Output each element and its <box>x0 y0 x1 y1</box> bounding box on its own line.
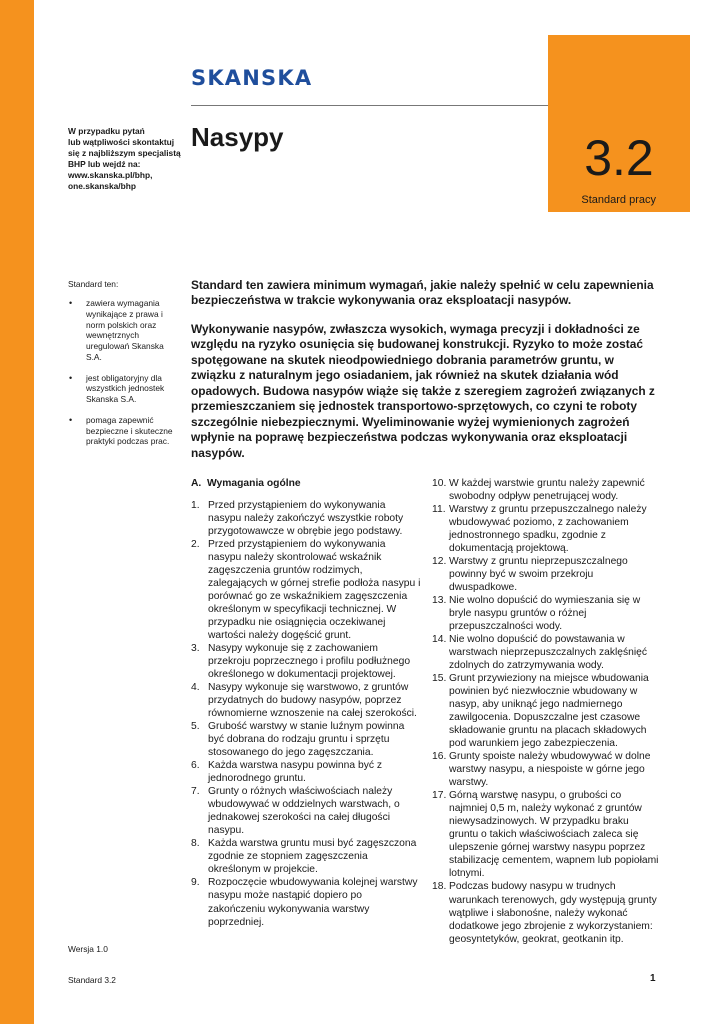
item-number: 8. <box>191 838 200 850</box>
list-item <box>432 477 660 503</box>
skanska-logo: SKANSKA <box>191 66 313 90</box>
contact-link[interactable]: one.skanska/bhp <box>68 181 136 192</box>
left-accent-bar <box>0 0 34 1024</box>
item-number: 18. <box>432 881 447 893</box>
item-number: 16. <box>432 751 447 763</box>
item-text: Każda warstwa nasypu powinna być z jednorodnego gruntu. <box>208 760 382 785</box>
item-number: 13. <box>432 595 447 607</box>
item-text: Nasypy wykonuje się warstwowo, z gruntów przydatnych do budowy nasypów, poprzez równomierne wznoszenie na całej szerokości. <box>208 682 417 720</box>
list-item <box>191 720 421 759</box>
item-number: 17. <box>432 790 447 802</box>
item-text: Nie wolno dopuścić do wymieszania się w bryle nasypu gruntów o różnej przepuszczalności wody. <box>449 595 641 633</box>
list-item <box>432 750 660 789</box>
footer-standard: Standard 3.2 <box>68 975 116 985</box>
list-item <box>432 633 660 672</box>
list-item <box>191 499 421 538</box>
item-number: 14. <box>432 634 447 646</box>
item-text: Warstwy z gruntu nieprzepuszczalnego powinny być w swoim przekroju dwuspadkowe. <box>449 556 628 594</box>
list-item <box>432 594 660 633</box>
list-item <box>191 538 421 642</box>
sidebar-intro: Standard ten: <box>68 279 119 289</box>
list-item <box>191 837 421 876</box>
item-text: Nie wolno dopuścić do powstawania w warstwach nieprzepuszczalnych zaklęśnięć zdolnych do zatrzymywania wody. <box>449 634 648 672</box>
list-item <box>432 503 660 555</box>
item-text: Grunty spoiste należy wbudowywać w dolne warstwy nasypu, a niespoiste w górne jego warstwy. <box>449 751 651 789</box>
sidebar-item: • zawiera wymagania wynikające z prawa i norm polskich oraz wewnętrznych uregulowań Skanska S.A. <box>68 298 178 363</box>
lead-paragraph: Standard ten zawiera minimum wymagań, jakie należy spełnić w celu zapewnienia bezpieczeństwa w trakcie wykonywania oraz eksploatacji nasypów. <box>191 278 654 308</box>
item-number: 7. <box>191 786 200 798</box>
item-text: Rozpoczęcie wbudowywania kolejnej warstwy nasypu może nastąpić dopiero po zakończeniu wykonywania warstwy poprzedniej. <box>208 877 418 928</box>
item-number: 6. <box>191 760 200 772</box>
item-text: Górną warstwę nasypu, o grubości co najmniej 0,5 m, należy wykonać z gruntów niewysadzinowych. W przypadku braku gruntu o takich właściwościach zaleca się ulepszenie górnej warstwy nasypu poprzez stabilizację cementem, wapnem lub popiołami lotnymi. <box>449 790 659 880</box>
item-number: 1. <box>191 500 200 512</box>
contact-link[interactable]: www.skanska.pl/bhp, <box>68 170 153 181</box>
page-number: 1 <box>650 973 656 984</box>
item-number: 9. <box>191 877 200 889</box>
item-text: W każdej warstwie gruntu należy zapewnić swobodny odpływ penetrującej wody. <box>449 478 645 503</box>
item-number: 11. <box>432 504 446 516</box>
list-item <box>191 642 421 681</box>
item-text: Podczas budowy nasypu w trudnych warunkach terenowych, gdy występują grunty wątpliwe i słabonośne, należy wykonać dodatkowe jego zbrojenie z wykorzystaniem: geosyntetyków, geokrat, geotkanin itp. <box>449 881 657 945</box>
list-item <box>432 789 660 880</box>
list-item <box>191 876 421 928</box>
requirements-column-left <box>191 477 421 929</box>
list-item <box>191 785 421 837</box>
item-text: Grubość warstwy w stanie luźnym powinna być dobrana do rodzaju gruntu i sprzętu stosowanego do jego zagęszczania. <box>208 721 405 759</box>
standard-label: Standard pracy <box>581 194 656 206</box>
item-number: 4. <box>191 682 200 694</box>
item-number: 3. <box>191 643 200 655</box>
section-letter: A. <box>191 478 202 489</box>
contact-line: BHP lub wejdź na: <box>68 159 141 170</box>
page-title: Nasypy <box>191 122 284 152</box>
item-text: Grunt przywieziony na miejsce wbudowania powinien być niezwłocznie wbudowany w nasyp, aby uniknąć jego nadmiernego zawilgocenia. Dopuszczalne jest czasowe składowanie gruntu na placach składowych pod warunkiem jego zabezpieczenia. <box>449 673 649 750</box>
item-text: Grunty o różnych właściwościach należy wbudowywać w oddzielnych warstwach, o jednakowej szerokości na całej długości nasypu. <box>208 786 400 837</box>
item-number: 10. <box>432 478 447 489</box>
requirements-column-right <box>432 477 660 946</box>
section-heading <box>191 477 421 490</box>
list-item <box>432 555 660 594</box>
item-text: Każda warstwa gruntu musi być zagęszczona zgodnie ze stopniem zagęszczenia określonym w projekcie. <box>208 838 417 876</box>
item-number: 15. <box>432 673 447 685</box>
sidebar-item: • jest obligatoryjny dla wszystkich jednostek Skanska S.A. <box>68 373 178 405</box>
item-text: Warstwy z gruntu przepuszczalnego należy wbudowywać poziomo, z zachowaniem jednostronnego spadku, zgodnie z dokumentacją projektową. <box>449 504 647 555</box>
item-number: 2. <box>191 539 200 551</box>
sidebar-item: • pomaga zapewnić bezpieczne i skuteczne praktyki podczas prac. <box>68 415 178 447</box>
item-text: Nasypy wykonuje się z zachowaniem przekroju poprzecznego i profilu podłużnego określonego w dokumentacji projektowej. <box>208 643 411 681</box>
sidebar-list <box>68 298 178 457</box>
contact-line: się z najbliższym specjalistą <box>68 148 181 159</box>
standard-number: 3.2 <box>584 130 654 186</box>
contact-line: lub wątpliwości skontaktuj <box>68 137 175 148</box>
contact-info <box>68 126 188 193</box>
contact-line: W przypadku pytań <box>68 126 145 136</box>
item-number: 5. <box>191 721 200 733</box>
list-item <box>191 759 421 785</box>
section-title: Wymagania ogólne <box>207 478 301 489</box>
list-item <box>432 672 660 750</box>
item-number: 12. <box>432 556 447 568</box>
item-text: Przed przystąpieniem do wykonywania nasypu należy zakończyć wszystkie roboty przygotowawcze w obrębie jego podstawy. <box>208 500 404 538</box>
list-item <box>191 681 421 720</box>
lead-paragraph: Wykonywanie nasypów, zwłaszcza wysokich, wymaga precyzji i dokładności ze względu na ryzyko osunięcia się budowanej konstrukcji. Ryzyko to może zostać spotęgowane na skutek nieodpowiedniego dobrania parametrów gruntu, w związku z naturalnym jego osiadaniem, jak również na skutek działania wód opadowych. Budowa nasypów wiąże się także z szeregiem zagrożeń związanych z przemieszczaniem się jednostek transportowo-sprzętowych, co czyni te roboty szczególnie niebezpiecznymi. Wyeliminowanie wyżej wymienionych zagrożeń wpłynie na poprawę bezpieczeństwa podczas wykonywania oraz eksploatacji nasypów. <box>191 322 655 460</box>
standard-badge <box>548 35 690 212</box>
version-label: Wersja 1.0 <box>68 944 108 954</box>
item-text: Przed przystąpieniem do wykonywania nasypu należy skontrolować wskaźnik zagęszczenia gruntów rodzimych, zalegających w górnej strefie podłoża nasypu i porównać go ze wskaźnikiem zagęszczenia określonym w specyfikacji technicznej. W przypadku nie osiągnięcia oczekiwanej wartości należy dogęścić grunt. <box>208 539 421 642</box>
list-item <box>432 880 660 945</box>
